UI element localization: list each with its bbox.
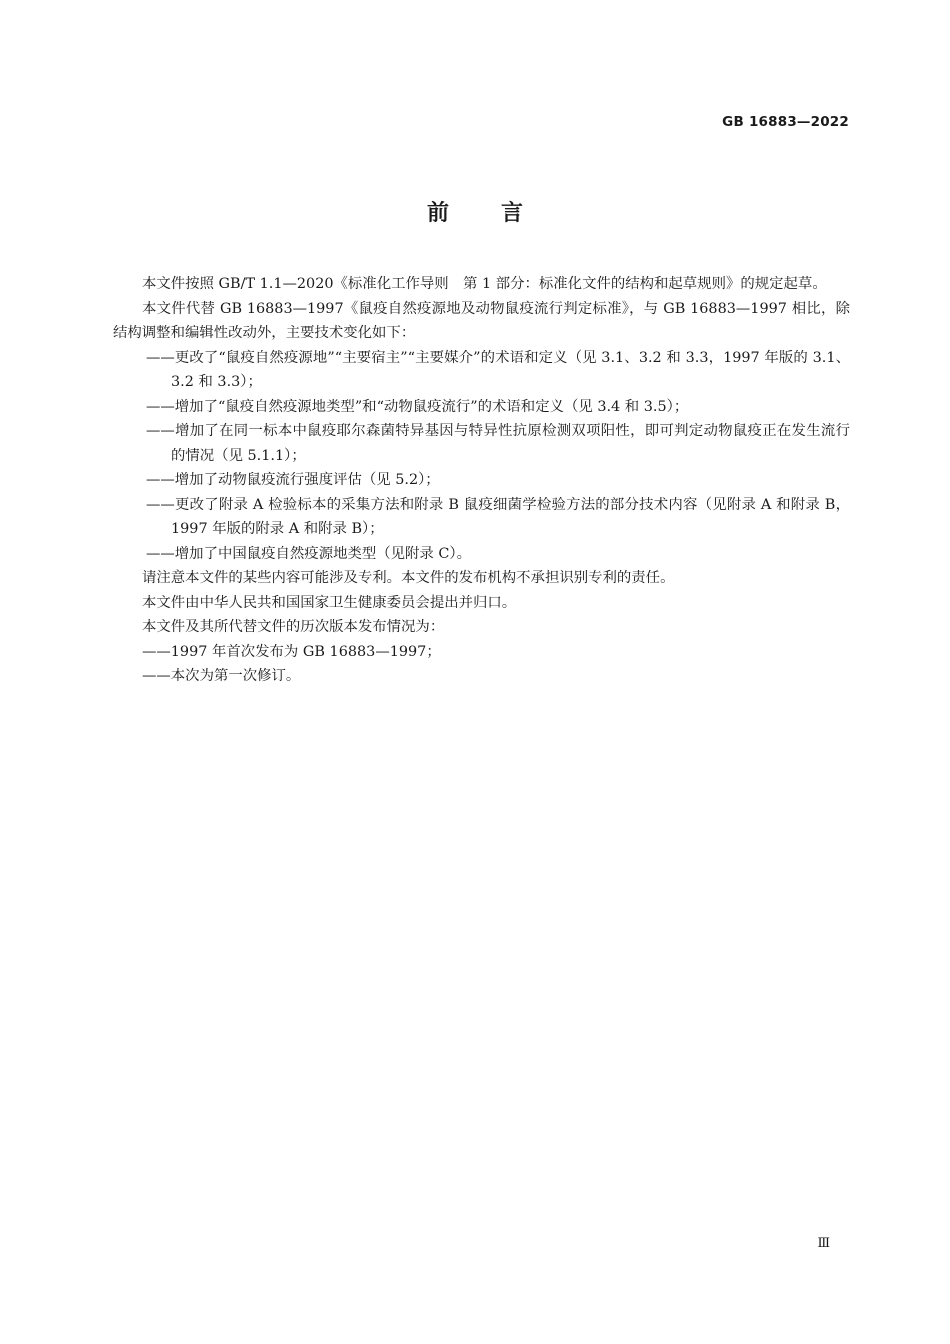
list-item-change: ——增加了“鼠疫自然疫源地类型”和“动物鼠疫流行”的术语和定义（见 3.4 和 3.5）；: [146, 398, 689, 415]
list-item-change: ——增加了动物鼠疫流行强度评估（见 5.2）；: [146, 472, 440, 488]
paragraph-history-item: ——1997 年首次发布为 GB 16883—1997；: [142, 643, 441, 660]
list-item-change: ——更改了“鼠疫自然疫源地”“主要宿主”“主要媒介”的术语和定义（见 3.1、3.2 和 3.3，1997 年版的 3.1、3.2 和 3.3）；: [146, 349, 850, 390]
page-number: Ⅲ: [817, 1236, 830, 1251]
list-item-change: ——更改了附录 A 检验标本的采集方法和附录 B 鼠疫细菌学检验方法的部分技术内容（见附录 A 和附录 B，1997 年版的附录 A 和附录 B）；: [146, 496, 850, 537]
paragraph-history-item: ——本次为第一次修订。: [142, 668, 301, 684]
paragraph-proposer: 本文件由中华人民共和国国家卫生健康委员会提出并归口。: [142, 594, 517, 611]
list-item-change: ——增加了在同一标本中鼠疫耶尔森菌特异基因与特异性抗原检测双项阳性，即可判定动物鼠疫正在发生流行的情况（见 5.1.1）；: [146, 423, 850, 464]
page-title: 前言: [426, 201, 575, 226]
document-body: [113, 272, 850, 689]
paragraph-drafting-basis: 本文件按照 GB/T 1.1—2020《标准化工作导则 第 1 部分：标准化文件的结构和起草规则》的规定起草。: [142, 276, 827, 292]
paragraph-replacement: 本文件代替 GB 16883—1997《鼠疫自然疫源地及动物鼠疫流行判定标准》，与 GB 16883—1997 相比，除结构调整和编辑性改动外，主要技术变化如下：: [113, 300, 850, 341]
standard-code-prefix: GB: [722, 114, 744, 130]
paragraph-version-history: 本文件及其所代替文件的历次版本发布情况为：: [142, 619, 445, 635]
list-item-change: ——增加了中国鼠疫自然疫源地类型（见附录 C）。: [146, 545, 471, 562]
paragraph-patent-notice: 请注意本文件的某些内容可能涉及专利。本文件的发布机构不承担识别专利的责任。: [142, 570, 675, 586]
standard-code: [722, 114, 849, 130]
standard-code-number: 16883—2022: [748, 114, 849, 130]
